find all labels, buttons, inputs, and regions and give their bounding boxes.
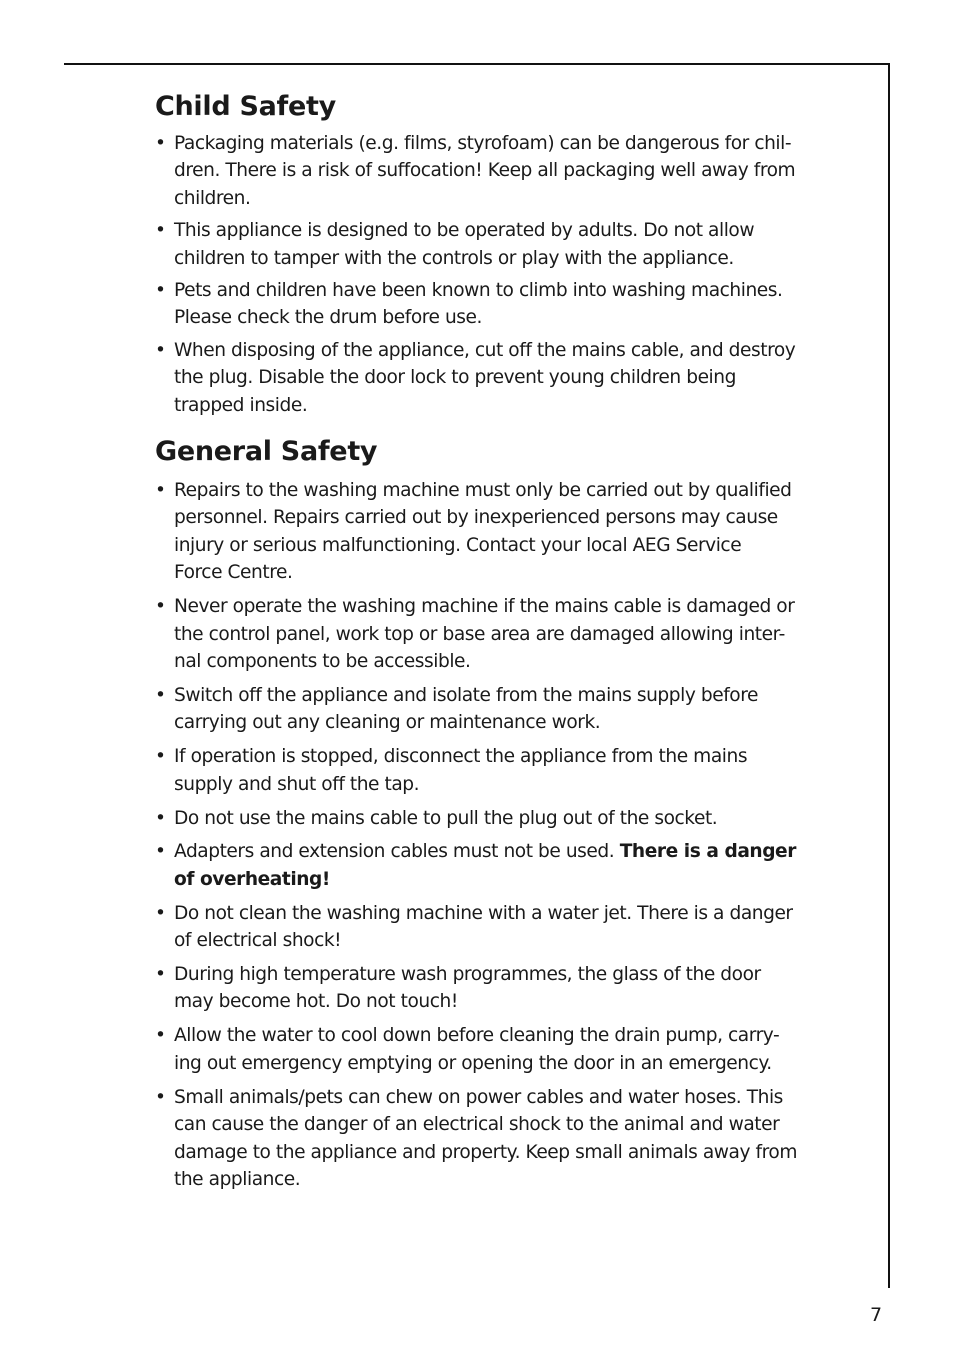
- overheating-warning: There is a danger: [619, 841, 796, 863]
- child-safety-section: [155, 88, 867, 419]
- list-item: • Packaging materials (e.g. films, styrofoam) can be dangerous for chil- dren. There is a risk of suffocation! Keep all packaging well away from children.: [155, 130, 867, 212]
- list-item: • If operation is stopped, disconnect the appliance from the mains supply and shut off the tap.: [155, 743, 867, 798]
- list-item: • Do not clean the washing machine with a water jet. There is a danger of electrical shock!: [155, 900, 867, 955]
- list-item: • During high temperature wash programmes, the glass of the door may become hot. Do not touch!: [155, 961, 867, 1016]
- page-content: [155, 88, 867, 1200]
- list-item: • Allow the water to cool down before cleaning the drain pump, carry- ing out emergency emptying or opening the door in an emergency.: [155, 1022, 867, 1077]
- right-rule: [888, 63, 890, 1288]
- list-item: • When disposing of the appliance, cut off the mains cable, and destroy the plug. Disable the door lock to prevent young children being trapped inside.: [155, 337, 867, 419]
- list-item: • Adapters and extension cables must not be used. There is a danger of overheating!: [155, 838, 867, 893]
- list-item: • Repairs to the washing machine must only be carried out by qualified personnel. Repairs carried out by inexperienced persons may cause injury or serious malfunctioning. Contact your local AEG Service Force Centre.: [155, 477, 867, 587]
- list-item: • Pets and children have been known to climb into washing machines. Please check the drum before use.: [155, 277, 867, 332]
- page-number: 7: [870, 1304, 883, 1326]
- general-safety-list: [155, 477, 867, 1193]
- list-item: • Never operate the washing machine if the mains cable is damaged or the control panel, work top or base area are damaged allowing inter- nal components to be accessible.: [155, 593, 867, 675]
- child-safety-heading: Child Safety: [155, 91, 336, 122]
- list-item: • Do not use the mains cable to pull the plug out of the socket.: [155, 805, 867, 832]
- general-safety-heading: General Safety: [155, 436, 378, 468]
- child-safety-list: [155, 130, 867, 419]
- list-item: • Small animals/pets can chew on power cables and water hoses. This can cause the danger of an electrical shock to the animal and water damage to the appliance and property. Keep small animals away from the appliance.: [155, 1084, 867, 1194]
- top-rule: [64, 63, 890, 65]
- overheating-warning-cont: of overheating!: [174, 868, 330, 890]
- list-item: • Switch off the appliance and isolate from the mains supply before carrying out any cleaning or maintenance work.: [155, 682, 867, 737]
- general-safety-section: [155, 433, 867, 1193]
- list-item: • This appliance is designed to be operated by adults. Do not allow children to tamper with the controls or play with the appliance.: [155, 217, 867, 272]
